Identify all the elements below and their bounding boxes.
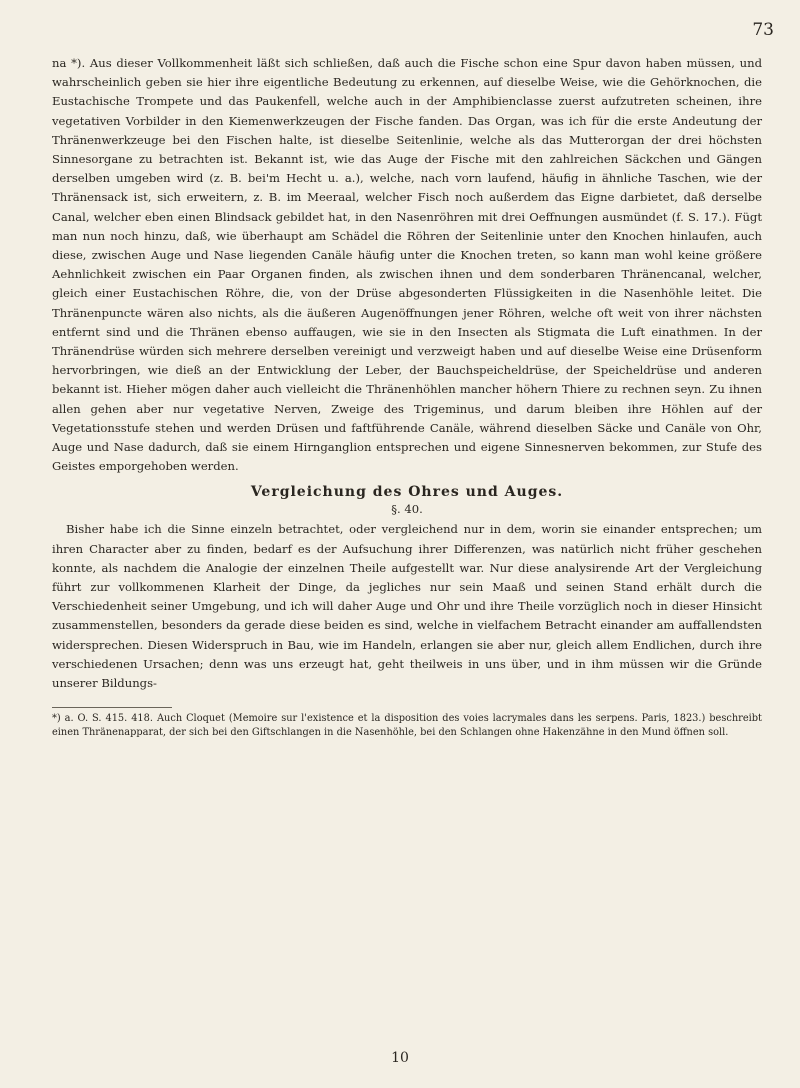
section-title: Vergleichung des Ohres und Auges. [250, 484, 564, 501]
page-number: 73 [752, 20, 774, 40]
footnote: *) a. O. S. 415. 418. Auch Cloquet (Memoire sur l'existence et la disposition des voies lacrymales dans les serpens. Paris, 1823.) beschreibt einen Thränenapparat, der sich bei den Giftschlangen in die Nasenhöhle, bei den Schlangen ohne Hakenzähne in den Mund öffnen soll. [52, 713, 762, 739]
signature-mark: 10 [391, 1050, 409, 1066]
body-paragraph-2: Bisher habe ich die Sinne einzeln betrachtet, oder vergleichend nur in dem, worin sie einander entsprechen; um ihren Character aber zu finden, bedarf es der Aufsuchung ihrer Differenzen, was natürlich nicht früher geschehen konnte, als nachdem die Analogie der einzelnen Theile aufgestellt war. Nur diese analysirende Art der Vergleichung führt zur vollkommenen Klarheit der Dinge, da jegliches nur sein Maaß und seinen Stand erhält durch die Verschiedenheit seiner Umgebung, und ich will daher Auge und Ohr und ihre Theile vorzüglich noch in dieser Hinsicht zusammenstellen, besonders da gerade diese beiden es sind, welche in vielfachem Betracht einander am auffallendsten widersprechen. Diesen Widerspruch in Bau, wie im Handeln, erlangen sie aber nur, gleich allem Endlichen, durch ihre verschiedenen Ursachen; denn was uns erzeugt hat, geht theilweis in uns über, und in ihm müssen wir die Gründe unserer Bildungs- [52, 522, 762, 691]
footnote-divider [52, 707, 172, 708]
body-paragraph-1: na *). Aus dieser Vollkommenheit läßt sich schließen, daß auch die Fische schon eine Spur davon haben müssen, und wahrscheinlich geben sie hier ihre eigentliche Bedeutung zu erkennen, auf dieselbe Weise, wie die Gehörknochen, die Eustachische Trompete und das Paukenfell, welche auch in der Amphibienclasse zuerst aufzutreten scheinen, ihre vegetativen Vorbilder in den Kiemenwerkzeugen der Fische fanden. Das Organ, was ich für die erste Andeutung der Thränenwerkzeuge bei den Fischen halte, ist dieselbe Seitenlinie, welche als das Mutterorgan der drei höchsten Sinnesorgane zu betrachten ist. Bekannt ist, wie das Auge der Fische mit den zahlreichen Säckchen und Gängen derselben umgeben wird (z. B. bei'm Hecht u. a.), welche, nach vorn laufend, häufig in ähnliche Taschen, wie der Thränensack ist, sich erweitern, z. B. im Meeraal, welcher Fisch noch außerdem das Eigne darbietet, daß derselbe Canal, welcher eben einen Blindsack gebildet hat, in den Nasenröhren mit drei Oeffnungen ausmündet (f. S. 17.). Fügt man nun noch hinzu, daß, wie überhaupt am Schädel die Röhren der Seitenlinie unter den Knochen hinlaufen, auch diese, zwischen Auge und Nase liegenden Canäle häufig unter die Knochen treten, so kann man wohl keine größere Aehnlichkeit zwischen ein Paar Organen finden, als zwischen ihnen und dem sonderbaren Thränencanal, welcher, gleich einer Eustachischen Röhre, die, von der Drüse abgesonderten Flüssigkeiten in die Nasenhöhle leitet. Die Thränenpuncte wären also nichts, als die äußeren Augenöffnungen jener Röhren, welche oft weit von ihrer nächsten entfernt sind und die Thränen ebenso auffaugen, wie sie in den Insecten als Stigmata die Luft einathmen. In der Thränendrüse würden sich mehrere derselben vereinigt und verzweigt haben und auf dieselbe Weise eine Drüsenform hervorbringen, wie dieß an der Entwicklung der Leber, der Bauchspeicheldrüse, der Speicheldrüse und anderen bekannt ist. Hieher mögen daher auch vielleicht die Thränenhöhlen mancher höhern Thiere zu rechnen seyn. Zu ihnen allen gehen aber nur vegetative Nerven, Zweige des Trigeminus, und darum bleiben ihre Höhlen auf der Vegetationsstufe stehen und werden Drüsen und faftführende Canäle, während dieselben Säcke und Canäle von Ohr, Auge und Nase dadurch, daß sie einem Hirnganglion entsprechen und eigene Sinnesnerven bekommen, zur Stufe des Geistes emporgehoben werden. [52, 56, 762, 474]
section-number: §. 40. [391, 502, 423, 517]
